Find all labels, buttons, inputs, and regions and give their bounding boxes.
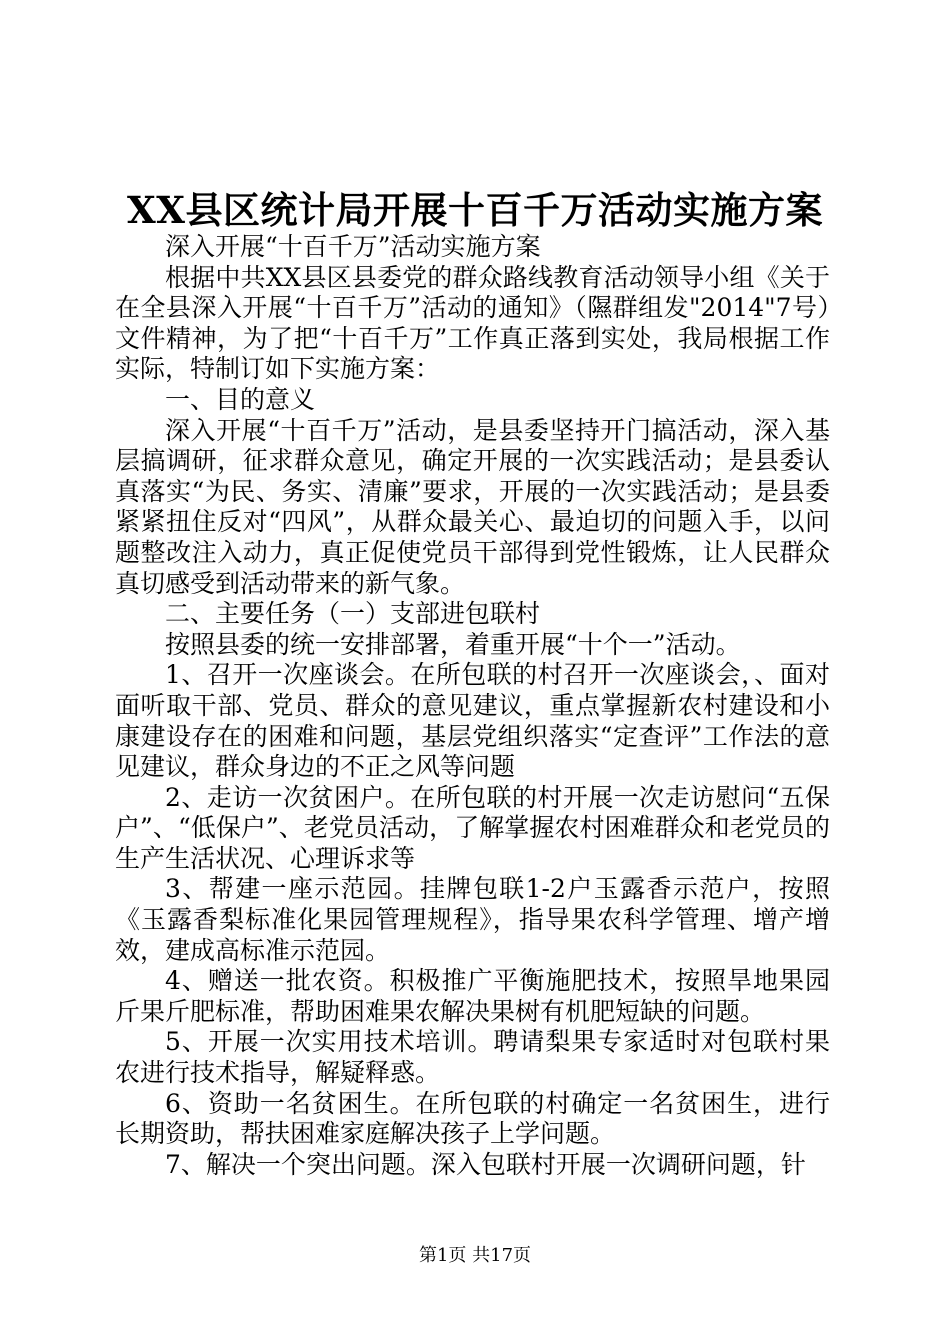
task-item-1: 1、召开一次座谈会。在所包联的村召开一次座谈会，、面对面听取干部、党员、群众的意见建议，重点掌握新农村建设和小康建设存在的困难和问题，基层党组织落实“定查评”工作法的意见建议，群众身边的不正之风等问题 (115, 660, 830, 782)
page-number: 第1页 共17页 (418, 1245, 532, 1266)
task-item-6: 6、资助一名贫困生。在所包联的村确定一名贫困生，进行长期资助，帮扶困难家庭解决孩子上学问题。 (115, 1088, 830, 1149)
paragraph-tasks-intro: 按照县委的统一安排部署，着重开展“十个一”活动。 (165, 629, 741, 659)
heading-purpose: 一、目的意义 (165, 384, 316, 414)
page-footer (0, 1244, 950, 1268)
document-title: XX县区统计局开展十百千万活动实施方案 (127, 188, 823, 232)
task-item-5: 5、开展一次实用技术培训。聘请梨果专家适时对包联村果农进行技术指导，解疑释惑。 (115, 1027, 830, 1088)
paragraph-intro: 根据中共XX县区县委党的群众路线教育活动领导小组《关于在全县深入开展“十百千万”活动的通知》（隰群组发"2014"7号）文件精神，为了把“十百千万”工作真正落到实处，我局根据工作实际，特制订如下实施方案： (115, 262, 830, 384)
paragraph-subtitle: 深入开展“十百千万”活动实施方案 (165, 232, 541, 261)
task-item-4: 4、赠送一批农资。积极推广平衡施肥技术，按照旱地果园斤果斤肥标准，帮助困难果农解决果树有机肥短缺的问题。 (115, 966, 830, 1026)
document-body (115, 232, 830, 1180)
paragraph-purpose: 深入开展“十百千万”活动，是县委坚持开门搞活动，深入基层搞调研，征求群众意见，确定开展的一次实践活动；是县委认真落实“为民、务实、清廉”要求，开展的一次实践活动；是县委紧紧扭住反对“四风”，从群众最关心、最迫切的问题入手，以问题整改注入动力，真正促使党员干部得到党性锻炼，让人民群众真切感受到活动带来的新气象。 (115, 415, 830, 598)
task-item-7: 7、解决一个突出问题。深入包联村开展一次调研问题，针 (165, 1149, 806, 1179)
heading-main-tasks: 二、主要任务（一）支部进包联村 (165, 599, 541, 629)
task-item-3: 3、帮建一座示范园。挂牌包联1-2户玉露香示范户，按照《玉露香梨标准化果园管理规程》，指导果农科学管理、增产增效，建成高标准示范园。 (115, 874, 830, 965)
task-item-2: 2、走访一次贫困户。在所包联的村开展一次走访慰问“五保户”、“低保户”、老党员活动，了解掌握农村困难群众和老党员的生产生活状况、心理诉求等 (115, 782, 830, 873)
